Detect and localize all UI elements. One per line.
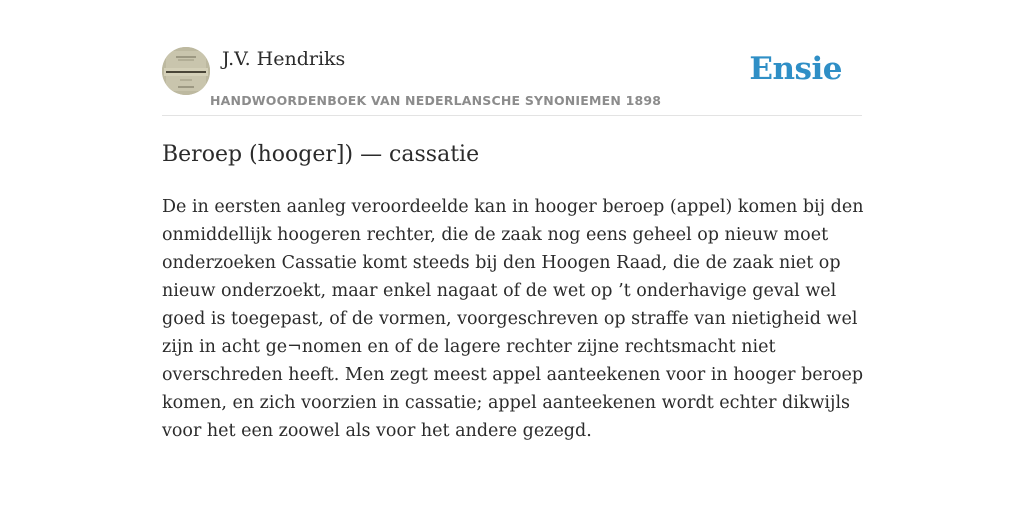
- ensie-logo[interactable]: Ensie: [749, 51, 842, 87]
- entry-title: Beroep (hooger]) — cassatie: [162, 142, 480, 167]
- author-name[interactable]: J.V. Hendriks: [222, 48, 346, 70]
- entry-card: [162, 44, 862, 445]
- entry-header: [162, 44, 862, 116]
- book-cover-icon: [162, 47, 210, 95]
- entry-text: De in eersten aanleg veroordeelde kan in hooger beroep (appel) komen bij den onmiddellijk hoogeren rechter, die de zaak nog eens geheel op nieuw moet onderzoeken Cassatie komt steeds bij den Hoogen Raad, die de zaak niet op nieuw onderzoekt, maar enkel nagaat of de wet op ’t onderhavige geval wel goed is toegepast, of de vormen, voorgeschreven op straffe van nietigheid wel zijn in acht ge¬nomen en of de lagere rechter zijne rechtsmacht niet overschreden heeft. Men zegt meest appel aanteekenen voor in hooger beroep komen, en zich voorzien in cassatie; appel aanteekenen wordt echter dikwijls voor het een zoowel als voor het andere gezegd.: [162, 197, 864, 441]
- source-title[interactable]: HANDWOORDENBOEK VAN NEDERLANSCHE SYNONIEMEN 1898: [210, 93, 662, 108]
- source-avatar[interactable]: [162, 47, 210, 95]
